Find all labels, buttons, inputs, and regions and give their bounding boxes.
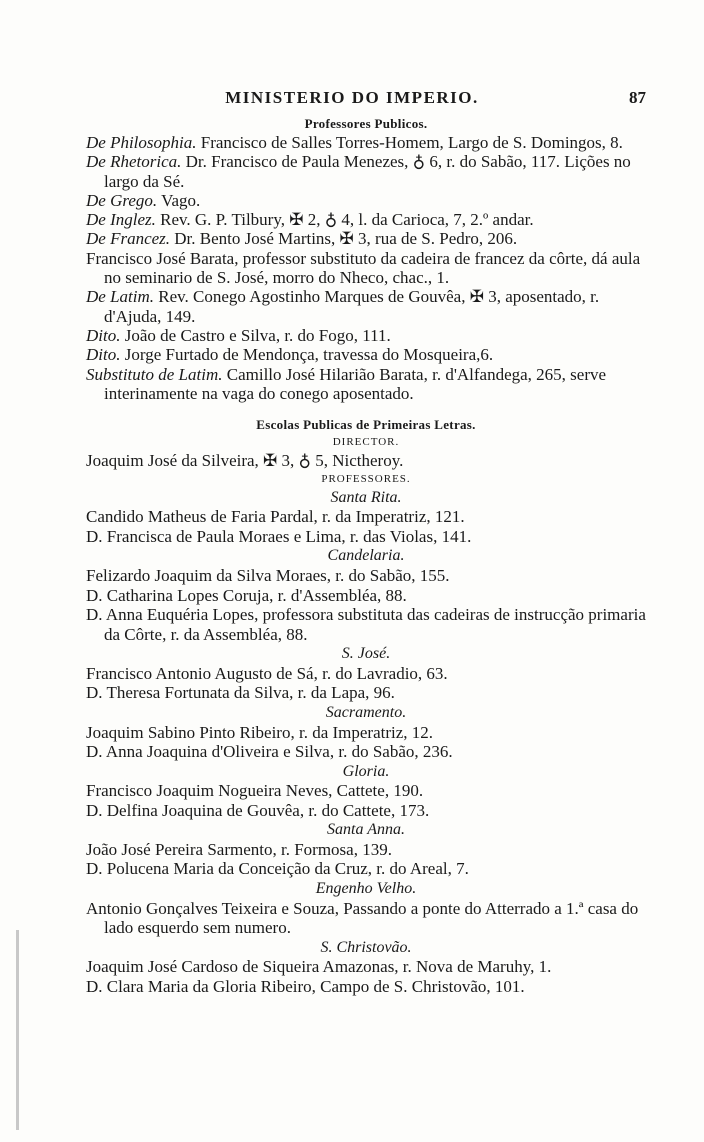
entry-label: De Latim. [86, 287, 154, 307]
parish-heading: Sacramento. [325, 704, 407, 721]
entry-text: Francisco José Barata, professor substituto da cadeira de francez da côrte, dá aula no seminario de S. José, morro do Nheco, chac., 1. [86, 248, 641, 288]
director-heading: DIRECTOR. [332, 436, 400, 449]
professor-entry [86, 152, 646, 191]
page-body [86, 114, 646, 996]
professores-heading: PROFESSORES. [321, 472, 411, 485]
section-heading-escolas: Escolas Publicas de Primeiras Letras. [256, 417, 476, 433]
parish-heading: Santa Rita. [330, 488, 402, 506]
parish-heading: Candelaria. [327, 547, 405, 565]
page-header [0, 88, 704, 112]
entry-text: Dr. Bento José Martins, ✠ 3, rua de S. Pedro, 206. [174, 229, 518, 249]
teacher-entry: D. Clara Maria da Gloria Ribeiro, Campo de S. Christovão, 101. [86, 976, 525, 996]
teacher-entry: Joaquim Sabino Pinto Ribeiro, r. da Imperatriz, 12. [86, 722, 434, 742]
teacher-entry: Francisco Joaquim Nogueira Neves, Cattete, 190. [86, 781, 424, 801]
teacher-entry: João José Pereira Sarmento, r. Formosa, 139. [86, 839, 392, 859]
teacher-entry: Joaquim José Cardoso de Siqueira Amazonas, r. Nova de Maruhy, 1. [86, 957, 552, 977]
teacher-entry: D. Catharina Lopes Coruja, r. d'Assembléa, 88. [86, 585, 407, 605]
teacher-entry: Francisco Antonio Augusto de Sá, r. do Lavradio, 63. [86, 663, 448, 683]
parish-heading: Gloria. [342, 762, 390, 780]
parish-heading: Santa Anna. [327, 821, 405, 839]
entry-text: Rev. G. P. Tilbury, ✠ 2, ♁ 4, l. da Carioca, 7, 2.º andar. [160, 210, 534, 230]
teacher-entry: Candido Matheus de Faria Pardal, r. da Imperatriz, 121. [86, 507, 465, 527]
parish-heading: S. Christovão. [320, 938, 412, 956]
teacher-entry: D. Anna Joaquina d'Oliveira e Silva, r. do Sabão, 236. [86, 742, 453, 762]
entry-label: Dito. [86, 345, 121, 365]
director-entry: Joaquim José da Silveira, ✠ 3, ♁ 5, Nictheroy. [86, 451, 404, 471]
parish-heading: Engenho Velho. [315, 880, 417, 898]
entry-label: Substituto de Latim. [86, 364, 223, 384]
teacher-entry: D. Polucena Maria da Conceição da Cruz, r. do Areal, 7. [86, 859, 469, 879]
professor-entry [86, 210, 646, 229]
entry-text: João de Castro e Silva, r. do Fogo, 111. [124, 325, 391, 345]
entry-text: Francisco de Salles Torres-Homem, Largo de S. Domingos, 8. [200, 133, 623, 152]
professor-entry [86, 365, 646, 404]
teacher-entry: Felizardo Joaquim da Silva Moraes, r. do Sabão, 155. [86, 565, 450, 585]
professor-entry [86, 345, 646, 364]
entry-text: Jorge Furtado de Mendonça, travessa do Mosqueira,6. [124, 345, 494, 365]
professores-list [86, 133, 646, 403]
entry-text: Vago. [161, 190, 201, 210]
page-number: 87 [629, 88, 646, 107]
teacher-entry: D. Theresa Fortunata da Silva, r. da Lapa, 96. [86, 683, 395, 703]
entry-label: De Francez. [86, 229, 171, 249]
parish-heading: S. José. [341, 645, 391, 663]
teacher-entry: Antonio Gonçalves Teixeira e Souza, Passando a ponte do Atterrado a 1.ª casa do lado esquerdo sem numero. [86, 898, 639, 938]
professor-entry [86, 133, 646, 152]
professor-entry [86, 249, 646, 288]
professor-entry [86, 287, 646, 326]
entry-text: Dr. Francisco de Paula Menezes, ♁ 6, r. do Sabão, 117. Lições no largo da Sé. [104, 152, 631, 191]
professor-entry [86, 229, 646, 248]
teacher-entry: D. Delfina Joaquina de Gouvêa, r. do Cattete, 173. [86, 800, 430, 820]
professor-entry [86, 191, 646, 210]
teacher-entry: D. Francisca de Paula Moraes e Lima, r. das Violas, 141. [86, 526, 472, 546]
entry-text: Camillo José Hilarião Barata, r. d'Alfandega, 265, serve interinamente na vaga do conego aposentado. [104, 364, 607, 403]
section-heading-professores: Professores Publicos. [304, 116, 428, 131]
parish-list [86, 488, 646, 997]
entry-label: De Rhetorica. [86, 152, 182, 172]
binding-edge [16, 930, 19, 1130]
entry-text: Rev. Conego Agostinho Marques de Gouvêa, ✠ 3, aposentado, r. d'Ajuda, 149. [104, 287, 600, 326]
entry-label: De Philosophia. [86, 133, 197, 152]
professor-entry [86, 326, 646, 345]
entry-label: De Inglez. [86, 210, 156, 230]
entry-label: De Grego. [86, 190, 158, 210]
teacher-entry: D. Anna Euquéria Lopes, professora substituta das cadeiras de instrucção primaria da Côrte, r. da Assembléa, 88. [86, 605, 646, 644]
entry-label: Dito. [86, 325, 121, 345]
running-title: MINISTERIO DO IMPERIO. [225, 88, 479, 107]
